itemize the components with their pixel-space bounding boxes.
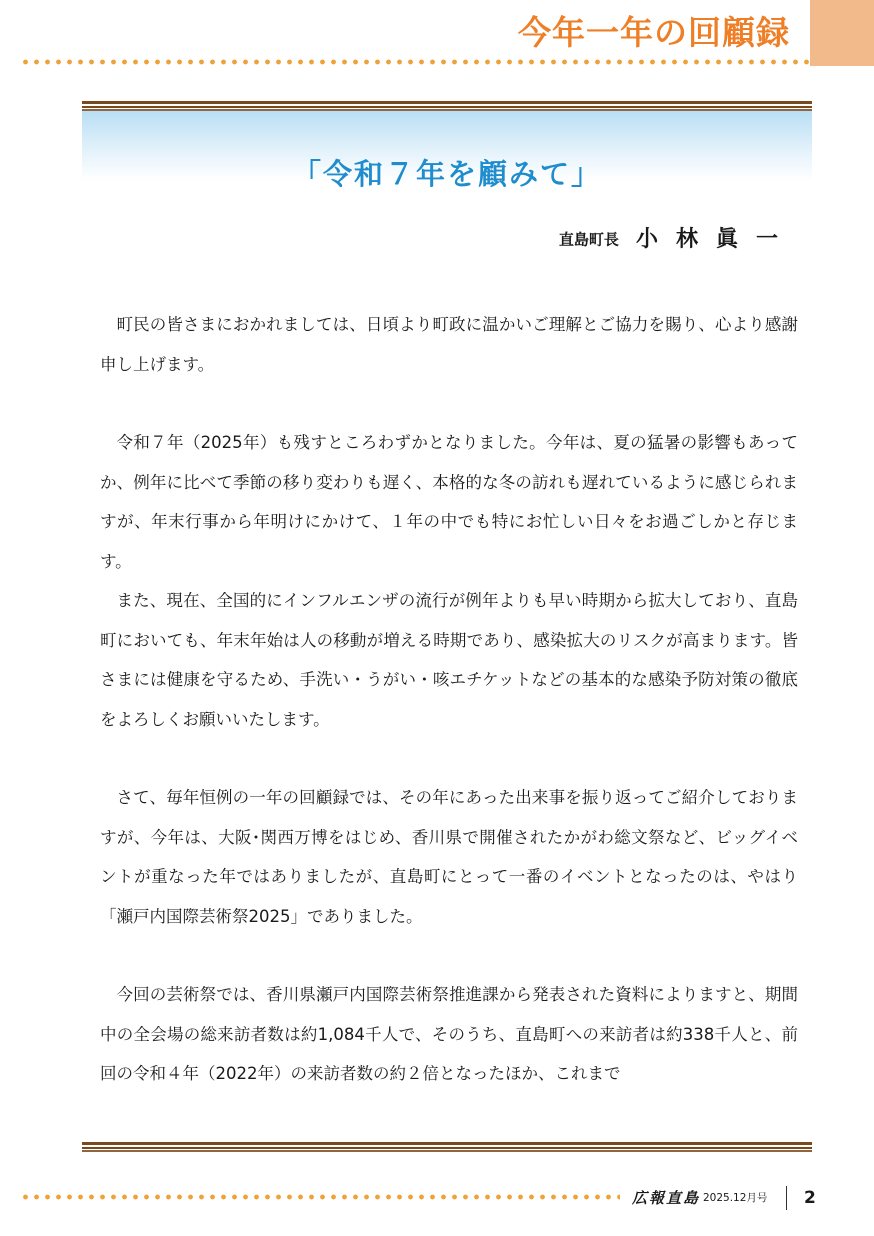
issue-date: 2025.12月号 xyxy=(703,1192,768,1204)
byline-role: 直島町長 xyxy=(558,230,619,249)
byline xyxy=(559,222,796,256)
section-header-title: 今年一年の回顧録 xyxy=(518,13,790,52)
paragraph-art-festival: 今回の芸術祭では、香川県瀬戸内国際芸術祭推進課から発表された資料によりますと、期間中の全会場の総来訪者数は約1,084千人で、そのうち、直島町への来訪者は約338千人と、前回の令和４年（2022年）の来訪者数の約２倍となったほか、これまで xyxy=(100,985,798,1083)
article-title: 「令和７年を顧みて」 xyxy=(291,157,602,191)
bottom-rule-band xyxy=(82,1142,812,1152)
page-number: 2 xyxy=(804,1188,816,1208)
paragraph-greeting: 町民の皆さまにおかれましては、日頃より町政に温かいご理解とご協力を賜り、心より感謝申し上げます。 xyxy=(100,315,798,374)
footer-dotted-divider xyxy=(20,1194,620,1200)
corner-tab xyxy=(810,0,874,66)
footer-divider xyxy=(786,1186,787,1210)
byline-name: 小林眞一 xyxy=(635,226,796,252)
header-dotted-divider xyxy=(20,59,810,65)
article-body xyxy=(100,305,798,1094)
paragraph-retrospective: さて、毎年恒例の一年の回顧録では、その年にあった出来事を振り返ってご紹介しておりますが、今年は、大阪･関西万博をはじめ、香川県で開催されたかがわ総文祭など、ビッグイベントが重なった年ではありましたが、直島町にとって一番のイベントとなったのは、やはり「瀬戸内国際芸術祭2025」でありました。 xyxy=(100,788,798,926)
paragraph-influenza: また、現在、全国的にインフルエンザの流行が例年よりも早い時期から拡大しており、直島町においても、年末年始は人の移動が増える時期であり、感染拡大のリスクが高まります。皆さまには健康を守るため、手洗い・うがい・咳エチケットなどの基本的な感染予防対策の徹底をよろしくお願いいたします。 xyxy=(100,591,798,729)
top-rule-band xyxy=(82,101,812,111)
publication-logo: 広報直島 xyxy=(632,1189,701,1207)
paragraph-year-end: 令和７年（2025年）も残すところわずかとなりました。今年は、夏の猛暑の影響もあってか、例年に比べて季節の移り変わりも遅く、本格的な冬の訪れも遅れているように感じられますが、年末行事から年明けにかけて、１年の中でも特にお忙しい日々をお過ごしかと存じます。 xyxy=(100,433,798,571)
